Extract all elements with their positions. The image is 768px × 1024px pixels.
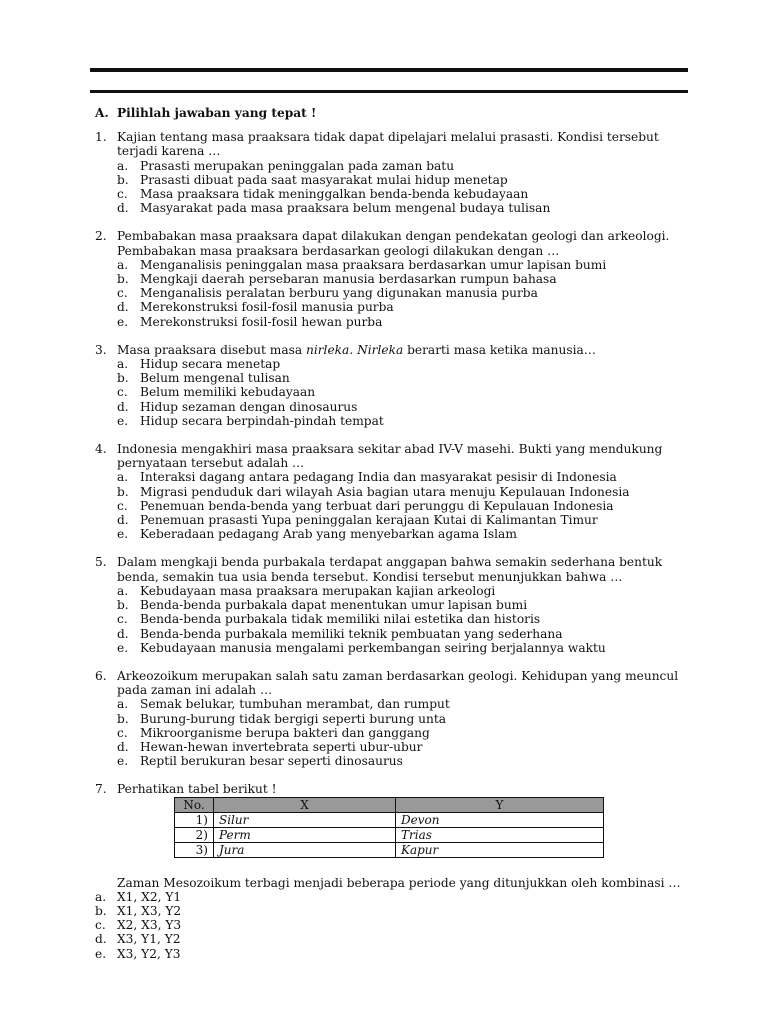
option-letter: d. [117, 626, 129, 641]
option-letter: b. [117, 598, 129, 613]
answer-option [117, 371, 695, 385]
question-number: 5. [95, 555, 107, 570]
question-stem-continued: Zaman Mesozoikum terbagi menjadi beberapa periode yang ditunjukkan oleh kombinasi … [117, 875, 681, 890]
answer-option [117, 258, 695, 272]
option-letter: a. [117, 257, 129, 272]
option-text: Kebudayaan masa praaksara merupakan kajian arkeologi [140, 583, 496, 598]
table-header-cell: Y [396, 797, 604, 812]
answer-option [117, 726, 695, 740]
answer-option [117, 641, 695, 655]
section-letter: A. [95, 106, 109, 120]
option-letter: e. [117, 640, 129, 655]
question-stem-text: Perhatikan tabel berikut ! [117, 782, 277, 797]
option-text: Menganalisis peralatan berburu yang digunakan manusia purba [140, 286, 538, 301]
option-text: Mikroorganisme berupa bakteri dan ganggang [140, 725, 430, 740]
answer-option [117, 485, 695, 499]
answer-option [117, 598, 695, 612]
option-letter: b. [117, 272, 129, 287]
option-letter: a. [117, 158, 129, 173]
table-cell: Devon [396, 812, 604, 827]
table-header-row [175, 797, 604, 812]
table-cell: Trias [396, 827, 604, 842]
table-cell: 2) [175, 827, 214, 842]
option-letter: b. [95, 903, 107, 918]
option-text: Burung-burung tidak bergigi seperti burung unta [140, 711, 447, 726]
question-stem-part: Masa praaksara disebut masa [117, 342, 306, 357]
option-letter: c. [117, 725, 128, 740]
answer-options [95, 890, 695, 961]
option-letter: a. [117, 583, 129, 598]
option-letter: c. [95, 918, 106, 933]
answer-option [95, 918, 695, 932]
answer-option [117, 173, 695, 187]
answer-options [95, 159, 695, 216]
answer-option [117, 385, 695, 399]
option-text: Keberadaan pedagang Arab yang menyebarkan agama Islam [140, 527, 517, 542]
question-number: 7. [95, 782, 107, 797]
option-text: X3, Y2, Y3 [117, 946, 181, 961]
option-text: X1, X2, Y1 [117, 889, 182, 904]
option-text: Hidup sezaman dengan dinosaurus [140, 399, 358, 414]
option-text: Benda-benda purbakala memiliki teknik pembuatan yang sederhana [140, 626, 563, 641]
answer-option [95, 904, 695, 918]
table-cell: Perm [214, 827, 396, 842]
option-letter: a. [117, 470, 129, 485]
option-text: Benda-benda purbakala tidak memiliki nilai estetika dan historis [140, 612, 541, 627]
table-row [175, 827, 604, 842]
answer-option [117, 315, 695, 329]
question-stem [95, 229, 695, 257]
option-letter: d. [117, 739, 129, 754]
option-letter: b. [117, 484, 129, 499]
option-text: Reptil berukuran besar seperti dinosaurus [140, 754, 403, 769]
question-1 [95, 130, 695, 215]
question-6 [95, 669, 695, 768]
option-letter: b. [117, 371, 129, 386]
option-text: Kebudayaan manusia mengalami perkembangan seiring berjalannya waktu [140, 640, 606, 655]
table-cell: Jura [214, 842, 396, 857]
option-text: Belum memiliki kebudayaan [140, 385, 316, 400]
question-stem [95, 130, 695, 158]
answer-option [117, 300, 695, 314]
period-table [174, 797, 604, 858]
option-text: Prasasti dibuat pada saat masyarakat mulai hidup menetap [140, 172, 508, 187]
answer-option [117, 499, 695, 513]
option-letter: c. [117, 187, 128, 202]
section-title-text: Pilihlah jawaban yang tepat ! [117, 106, 317, 120]
table-header-cell: X [214, 797, 396, 812]
option-text: Mengkaji daerah persebaran manusia berdasarkan rumpun bahasa [140, 272, 557, 287]
option-text: Merekonstruksi fosil-fosil manusia purba [140, 300, 394, 315]
question-number: 4. [95, 442, 107, 457]
option-letter: d. [117, 300, 129, 315]
question-stem [95, 555, 695, 583]
option-text: Migrasi penduduk dari wilayah Asia bagian utara menuju Kepulauan Indonesia [140, 484, 630, 499]
option-letter: c. [117, 612, 128, 627]
question-stem-text: Indonesia mengakhiri masa praaksara sekitar abad IV-V masehi. Bukti yang mendukung pernyataan tersebut adalah … [117, 442, 663, 471]
option-letter: a. [117, 357, 129, 372]
option-text: Benda-benda purbakala dapat menentukan umur lapisan bumi [140, 598, 528, 613]
answer-option [95, 947, 695, 961]
answer-option [117, 584, 695, 598]
option-text: Masa praaksara tidak meninggalkan benda-benda kebudayaan [140, 187, 529, 202]
option-text: Menganalisis peninggalan masa praaksara berdasarkan umur lapisan bumi [140, 257, 607, 272]
option-text: Prasasti merupakan peninggalan pada zaman batu [140, 158, 455, 173]
table-cell: 1) [175, 812, 214, 827]
answer-options [95, 584, 695, 655]
option-text: Semak belukar, tumbuhan merambat, dan rumput [140, 697, 450, 712]
answer-option [95, 932, 695, 946]
question-number: 2. [95, 229, 107, 244]
table-cell: 3) [175, 842, 214, 857]
option-letter: e. [117, 754, 129, 769]
question-7 [95, 782, 695, 960]
answer-option [117, 357, 695, 371]
answer-option [95, 890, 695, 904]
answer-options [95, 357, 695, 428]
option-text: Hewan-hewan invertebrata seperti ubur-ubur [140, 739, 423, 754]
option-letter: a. [95, 889, 107, 904]
answer-option [117, 400, 695, 414]
option-text: Hidup secara berpindah-pindah tempat [140, 413, 384, 428]
option-text: X1, X3, Y2 [117, 903, 182, 918]
option-letter: e. [117, 314, 129, 329]
answer-option [117, 712, 695, 726]
section-title [95, 106, 695, 120]
header-rule-thin [90, 90, 688, 93]
answer-option [117, 697, 695, 711]
question-3 [95, 343, 695, 428]
option-text: Penemuan benda-benda yang terbuat dari perunggu di Kepulauan Indonesia [140, 498, 614, 513]
option-letter: c. [117, 385, 128, 400]
answer-option [117, 513, 695, 527]
table-cell: Kapur [396, 842, 604, 857]
answer-option [117, 740, 695, 754]
table-row [175, 842, 604, 857]
question-number: 1. [95, 130, 107, 145]
question-stem-text: Kajian tentang masa praaksara tidak dapat dipelajari melalui prasasti. Kondisi tersebut terjadi karena … [117, 130, 659, 159]
answer-option [117, 187, 695, 201]
option-letter: d. [117, 201, 129, 216]
question-stem-text: Arkeozoikum merupakan salah satu zaman berdasarkan geologi. Kehidupan yang meuncul pada zaman ini adalah … [117, 668, 679, 698]
question-number: 3. [95, 342, 107, 357]
question-5 [95, 555, 695, 654]
option-letter: b. [117, 711, 129, 726]
option-text: X3, Y1, Y2 [117, 932, 181, 947]
answer-option [117, 627, 695, 641]
option-letter: c. [117, 286, 128, 301]
answer-options [95, 697, 695, 768]
table-cell: Silur [214, 812, 396, 827]
question-stem [95, 442, 695, 470]
answer-option [117, 201, 695, 215]
question-sheet [95, 106, 695, 975]
answer-option [117, 272, 695, 286]
option-letter: b. [117, 172, 129, 187]
question-stem [95, 669, 695, 697]
option-letter: e. [117, 527, 129, 542]
header-rule-thick [90, 68, 688, 72]
question-list [95, 130, 695, 961]
option-letter: c. [117, 498, 128, 513]
question-2 [95, 229, 695, 328]
option-letter: d. [117, 513, 129, 528]
option-letter: e. [95, 946, 107, 961]
option-text: Belum mengenal tulisan [140, 371, 290, 386]
question-stem-part: berarti masa ketika manusia… [403, 342, 596, 357]
table-header-cell: No. [175, 797, 214, 812]
question-stem-text: Dalam mengkaji benda purbakala terdapat anggapan bahwa semakin sederhana bentuk benda, semakin tua usia benda tersebut. Kondisi tersebut menunjukkan bahwa … [117, 555, 663, 584]
answer-option [117, 754, 695, 768]
option-text: Penemuan prasasti Yupa peninggalan kerajaan Kutai di Kalimantan Timur [140, 513, 598, 528]
answer-options [95, 258, 695, 329]
question-4 [95, 442, 695, 541]
option-text: X2, X3, Y3 [117, 918, 182, 933]
option-text: Interaksi dagang antara pedagang India dan masyarakat pesisir di Indonesia [140, 470, 617, 485]
answer-option [117, 159, 695, 173]
table-row [175, 812, 604, 827]
answer-option [117, 286, 695, 300]
answer-option [117, 414, 695, 428]
option-letter: d. [117, 399, 129, 414]
option-letter: d. [95, 932, 107, 947]
option-text: Hidup secara menetap [140, 357, 281, 372]
question-stem [95, 343, 695, 357]
option-text: Merekonstruksi fosil-fosil hewan purba [140, 314, 383, 329]
answer-option [117, 612, 695, 626]
question-stem [95, 782, 695, 796]
question-stem-part: nirleka. Nirleka [305, 342, 404, 357]
answer-option [117, 470, 695, 484]
option-text: Masyarakat pada masa praaksara belum mengenal budaya tulisan [140, 201, 551, 216]
answer-options [95, 470, 695, 541]
question-number: 6. [95, 668, 107, 683]
option-letter: a. [117, 697, 129, 712]
answer-option [117, 527, 695, 541]
option-letter: e. [117, 413, 129, 428]
question-stem-text: Pembabakan masa praaksara dapat dilakukan dengan pendekatan geologi dan arkeologi. Pembabakan masa praaksara berdasarkan geologi dilakukan dengan … [117, 229, 670, 258]
